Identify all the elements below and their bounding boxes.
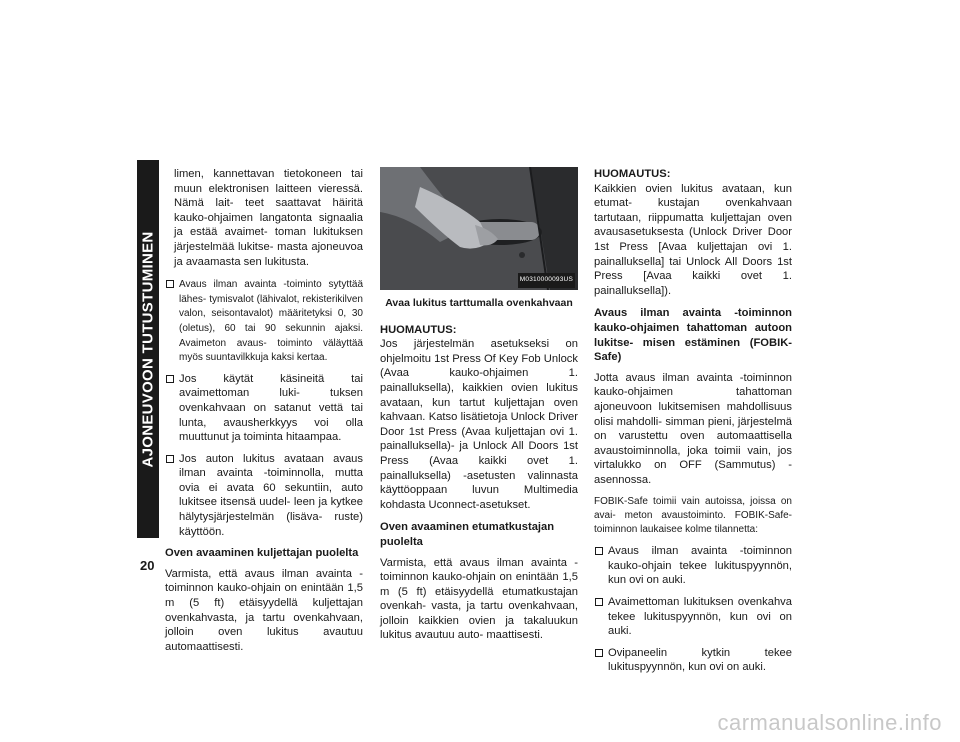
bullet-box-icon <box>595 598 603 606</box>
bullet-box-icon <box>166 375 174 383</box>
list-item: Avaus ilman avainta -toiminto sytyttää lähes- tymisvalot (lähivalot, rekisterikilven valon, seisontavalot) määritetyksi 0, 30 (oletus), 60 tai 90 sekunnin ajaksi. Avaimeton avaus- toiminto väläyttää myös suuntavilkkuja kaksi kertaa. <box>165 277 363 365</box>
column-2 <box>380 167 578 651</box>
list-item: Ovipaneelin kytkin tekee lukituspyynnön, kun ovi on auki. <box>594 646 792 675</box>
bullet-box-icon <box>166 280 174 288</box>
bullet-list <box>165 277 363 539</box>
column-1 <box>165 167 363 662</box>
list-item: Avaimettoman lukituksen ovenkahva tekee lukituspyynnön, kun ovi on auki. <box>594 595 792 639</box>
bullet-box-icon <box>595 547 603 555</box>
list-item: Jos käytät käsineitä tai avaimettoman luki- tuksen ovenkahvaan on satanut vettä tai lunta, avausherkkyys voi olla muuttunut ja toiminta hitaampaa. <box>165 372 363 445</box>
bullet-box-icon <box>166 455 174 463</box>
intro-paragraph: limen, kannettavan tietokoneen tai muun elektronisen laitteen vieressä. Nämä lait- teet saattavat häiritä kauko-ohjaimen langatonta signaalia ja estää avaimet- toman lukituksen järjestelmää lukitse- masta ajoneuvoa ja avaamasta sen lukitusta. <box>174 168 363 268</box>
body-paragraph: Jotta avaus ilman avainta -toiminnon kauko-ohjaimen tahattoman ajoneuvoon lukitsemisen mahdollisuus olisi mahdolli- simman pieni, järjestelmä on varustettu oven automaattisella avaustoiminnolla, joka toimii vain, jos virtalukko on OFF (Sammutus) -asennossa. <box>594 371 792 486</box>
small-paragraph: FOBIK-Safe toimii vain autoissa, joissa on avai- meton avaustoiminto. FOBIK-Safe-toiminnon laukaisee kolme tilannetta: <box>594 496 792 535</box>
side-title <box>137 160 159 538</box>
section-heading: Oven avaaminen kuljettajan puolelta <box>165 547 359 560</box>
page-number: 20 <box>140 558 155 573</box>
section-heading: Oven avaaminen etumatkustajan puolelta <box>380 521 555 548</box>
bullet-box-icon <box>595 649 603 657</box>
figure-caption: Avaa lukitus tarttumalla ovenkahvaan <box>385 297 573 309</box>
door-handle-illustration <box>380 167 578 290</box>
note-label: HUOMAUTUS: <box>380 323 457 336</box>
body-paragraph: Varmista, että avaus ilman avainta -toiminnon kauko-ohjain on enintään 1,5 m (5 ft) etäisyydellä kuljettajan ovenkahvasta, ja tartu ovenkahvaan, jolloin oven lukitus avautuu automaattisesti. <box>165 567 363 653</box>
bullet-list <box>594 544 792 675</box>
list-item: Avaus ilman avainta -toiminnon kauko-ohjain tekee lukituspyynnön, kun ovi on auki. <box>594 544 792 588</box>
list-item: Jos auton lukitus avataan avaus ilman avainta -toiminnolla, mutta ovia ei avata 60 sekuntiin, auto lukitsee itsensä uudel- leen ja kytkee hälytysjärjestelmän (lisäva- ruste) käyttöön. <box>165 452 363 540</box>
body-paragraph: Varmista, että avaus ilman avainta -toiminnon kauko-ohjain on enintään 1,5 m (5 ft) etäisyydellä etumatkustajan ovenkah- vasta, ja tartu ovenkahvaan, jolloin kaikkien ovien ja takaluukun lukitus avautuu auto- maattisesti. <box>380 556 578 642</box>
figure-code: M0310000093US <box>518 273 575 288</box>
section-heading: Avaus ilman avainta -toiminnon kauko-ohjaimen tahattoman autoon lukitse- misen estäminen (FOBIK-Safe) <box>594 307 792 364</box>
watermark: carmanualsonline.info <box>717 710 942 735</box>
note-paragraph: Jos järjestelmän asetukseksi on ohjelmoitu 1st Press Of Key Fob Unlock (Avaa kauko-ohjaimen 1. painalluksella), kaikkien ovien lukitus avataan, kun tartut kuljettajan oven kahvaan. Katso lisätietoja Unlock Driver Door 1st Press (Avaa kuljettajan ovi 1. painalluksella)- ja Unlock All Doors 1st Press (Avaa kaikki ovet 1. painalluksella) -asetusten valinnasta käyttöoppaan luvun Multimedia kohdasta Uconnect-asetukset. <box>380 338 578 511</box>
side-title-text: AJONEUVOON TUTUSTUMINEN <box>139 230 157 468</box>
door-handle-figure <box>380 167 578 290</box>
note-label: HUOMAUTUS: <box>594 168 671 180</box>
note-paragraph: Kaikkien ovien lukitus avataan, kun etumat- kustajan ovenkahvaan tartutaan, riippumatta kuljettajan oven avausasetuksesta (Unlock Driver Door 1st Press [Avaa kuljettajan ovi 1. painalluksella] tai Unlock All Doors 1st Press [Avaa kaikki ovet 1. painalluksella]). <box>594 182 792 297</box>
column-3 <box>594 167 792 682</box>
